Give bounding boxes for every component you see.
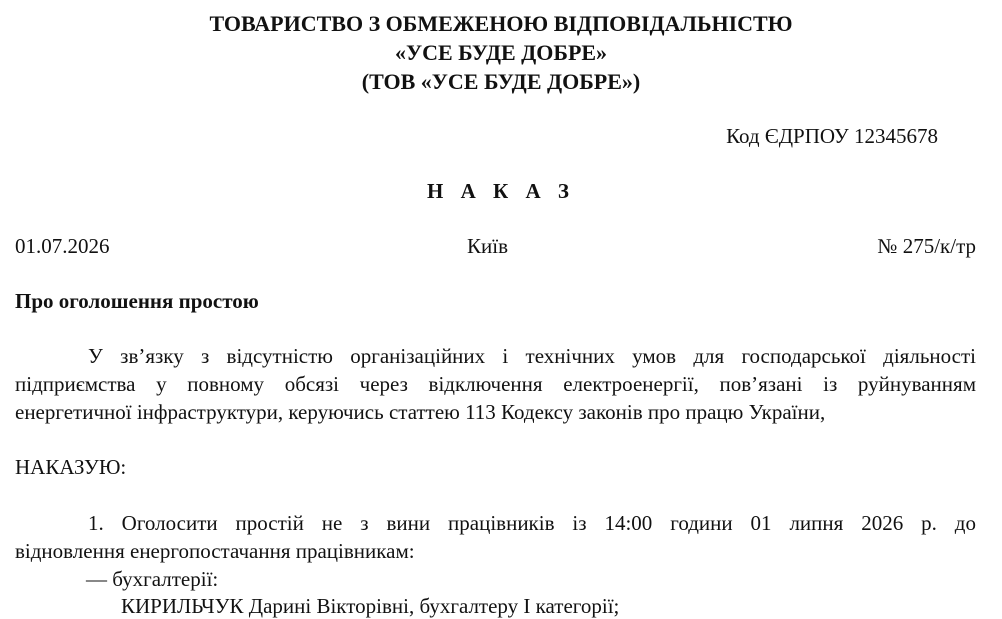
order-word: НАКАЗУЮ:: [15, 455, 127, 479]
order-date: 01.07.2026: [15, 234, 110, 258]
document-title: Н А К А З: [427, 179, 575, 203]
item-1-line-2: відновлення енергопостачання працівникам:: [15, 539, 415, 563]
item-1-department: — бухгалтерії:: [86, 567, 219, 591]
order-number: № 275/к/тр: [877, 234, 976, 258]
item-1-employee: КИРИЛЬЧУК Дарині Вікторівні, бухгалтеру І категорії;: [121, 594, 620, 618]
preamble-line-3: енергетичної інфраструктури, керуючись статтею 113 Кодексу законів про працю України,: [15, 400, 826, 424]
edrpou-code: Код ЄДРПОУ 12345678: [726, 124, 938, 148]
order-city: Київ: [467, 234, 508, 258]
preamble-line-1: У зв’язку з відсутністю організаційних і технічних умов для господарської діяльності: [88, 344, 976, 368]
company-name-line2: «УСЕ БУДЕ ДОБРЕ»: [394, 40, 608, 65]
item-1-line-1: 1. Оголосити простій не з вини працівників із 14:00 години 01 липня 2026 р. до: [88, 511, 976, 535]
company-short-name: (ТОВ «УСЕ БУДЕ ДОБРЕ»): [361, 69, 641, 94]
company-name-line1: ТОВАРИСТВО З ОБМЕЖЕНОЮ ВІДПОВІДАЛЬНІСТЮ: [209, 11, 793, 36]
order-subject: Про оголошення простою: [15, 289, 259, 313]
preamble-line-2: підприємства у повному обсязі через відключення електроенергії, пов’язані із руйнуванням: [15, 372, 976, 396]
